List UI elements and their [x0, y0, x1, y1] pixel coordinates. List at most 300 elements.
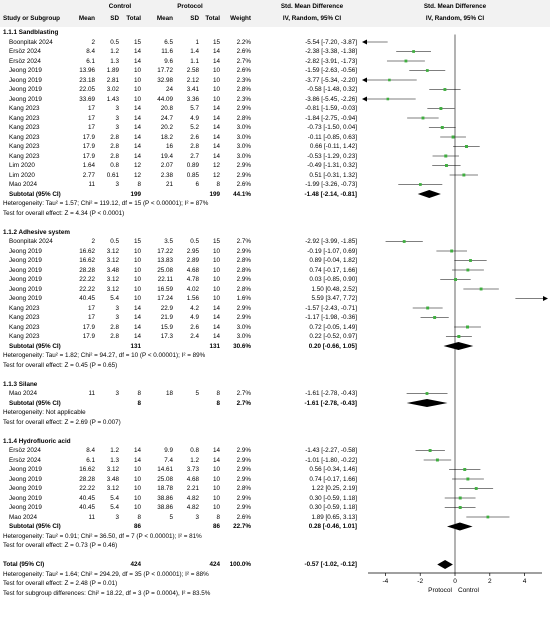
study-weight: 2.6%	[236, 48, 251, 55]
protocol-total: 15	[212, 238, 220, 245]
study-point	[403, 240, 406, 243]
study-ci: 1.50 [0.48, 2.52]	[311, 285, 357, 293]
study-point	[388, 79, 391, 82]
control-sd: 1.89	[106, 67, 119, 74]
study-point	[443, 88, 446, 91]
protocol-sd: 0.89	[186, 162, 199, 169]
study-name: Kang 2023	[9, 304, 40, 312]
study-ci: -1.01 [-1.80, -0.22]	[305, 456, 357, 464]
protocol-mean: 22.9	[160, 304, 173, 312]
control-total: 10	[133, 504, 141, 511]
control-sd: 2.8	[110, 323, 119, 331]
control-mean: 1.64	[82, 162, 95, 169]
ci-arrow-right	[543, 296, 548, 301]
control-total: 14	[133, 143, 141, 150]
control-total: 14	[133, 152, 141, 160]
protocol-sd: 1	[195, 38, 199, 46]
control-mean: 2.77	[82, 171, 95, 179]
study-ci: 0.03 [-0.85, 0.90]	[309, 276, 357, 283]
study-name: Ersöz 2024	[9, 447, 41, 454]
control-sd: 1.3	[110, 57, 119, 65]
control-mean: 11	[88, 390, 95, 397]
study-name: Jeong 2019	[9, 86, 42, 93]
control-sd: 0.5	[110, 38, 119, 46]
control-mean: 6.1	[86, 57, 95, 65]
protocol-mean: 7.4	[164, 456, 173, 464]
protocol-total: 10	[212, 494, 220, 502]
control-mean: 40.45	[79, 295, 95, 302]
stat-note: Heterogeneity: Tau² = 0.91; Chi² = 36.50, df = 7 (P < 0.00001); I² = 81%	[3, 532, 202, 540]
study-point	[405, 60, 408, 63]
control-sd: 3.12	[106, 247, 119, 255]
total-label: Total (95% CI)	[3, 561, 45, 568]
protocol-mean: 20.8	[160, 105, 173, 112]
study-name: Jeong 2019	[9, 257, 42, 264]
control-mean: 22.22	[79, 485, 95, 492]
control-total: 14	[133, 48, 141, 55]
stat-note: Test for overall effect: Z = 0.45 (P = 0.65)	[3, 361, 118, 369]
study-name: Kang 2023	[9, 143, 40, 150]
control-sd: 2.8	[110, 143, 119, 150]
control-mean: 16.62	[79, 257, 95, 264]
protocol-sd: 5	[195, 390, 199, 397]
study-weight: 2.9%	[236, 466, 251, 473]
study-ci: 0.72 [-0.05, 1.49]	[309, 323, 357, 331]
study-ci: -1.84 [-2.75, -0.94]	[305, 114, 357, 122]
subtotal-protocol-total: 131	[209, 342, 220, 350]
study-ci: 0.74 [-0.17, 1.66]	[309, 266, 357, 274]
protocol-sd: 2.89	[186, 257, 199, 264]
protocol-sd: 4.9	[190, 314, 199, 321]
control-mean: 17.9	[82, 152, 95, 160]
control-mean: 17.9	[82, 333, 95, 340]
study-point	[419, 183, 422, 186]
study-name: Jeong 2019	[9, 494, 42, 502]
protocol-total: 14	[212, 456, 220, 464]
control-sd: 3	[115, 114, 119, 122]
protocol-sd: 5.7	[190, 105, 199, 112]
study-ci: 0.51 [-0.31, 1.32]	[309, 171, 357, 179]
subtotal-control-total: 131	[130, 342, 141, 350]
study-name: Ersöz 2024	[9, 48, 41, 55]
control-total: 15	[133, 38, 141, 46]
study-weight: 2.9%	[236, 171, 251, 179]
control-total: 10	[133, 485, 141, 492]
protocol-total: 10	[212, 466, 220, 473]
study-ci: 0.22 [-0.52, 0.97]	[309, 333, 357, 340]
study-name: Kang 2023	[9, 323, 40, 331]
study-ci: 0.89 [-0.04, 1.82]	[309, 257, 357, 264]
control-total: 14	[133, 456, 141, 464]
protocol-mean: 5	[169, 513, 173, 521]
study-point	[459, 506, 462, 509]
control-mean: 28.28	[79, 475, 95, 483]
study-ci: 0.30 [-0.59, 1.18]	[309, 504, 357, 511]
protocol-total: 10	[212, 276, 220, 283]
subtotal-ci: -1.61 [-2.78, -0.43]	[304, 399, 357, 407]
protocol-mean: 25.08	[157, 475, 173, 483]
control-mean: 16.62	[79, 247, 95, 255]
study-point	[457, 335, 460, 338]
protocol-mean: 13.83	[157, 257, 173, 264]
control-total: 10	[133, 257, 141, 264]
protocol-total: 10	[212, 485, 220, 492]
subtotal-control-total: 199	[130, 190, 141, 198]
subgroup-heading: 1.1.2 Adhesive system	[3, 228, 70, 236]
control-total: 10	[133, 247, 141, 255]
subtotal-weight: 44.1%	[233, 190, 251, 198]
protocol-sd: 4.02	[186, 285, 199, 293]
study-ci: 5.59 [3.47, 7.72]	[311, 295, 357, 302]
control-total: 14	[133, 105, 141, 112]
study-ci: -3.77 [-5.34, -2.20]	[305, 76, 357, 84]
control-mean: 17	[87, 124, 95, 131]
subtotal-weight: 30.6%	[233, 342, 251, 350]
study-name: Jeong 2019	[9, 504, 42, 511]
protocol-total: 8	[216, 513, 220, 521]
protocol-total: 14	[212, 143, 220, 150]
study-weight: 3.0%	[236, 323, 251, 331]
study-weight: 2.6%	[236, 181, 251, 188]
control-sd: 3.12	[106, 485, 119, 492]
protocol-total: 12	[212, 162, 220, 169]
study-weight: 2.7%	[236, 238, 251, 245]
protocol-sd: 6	[195, 181, 199, 188]
study-weight: 2.6%	[236, 513, 251, 521]
study-weight: 3.0%	[236, 143, 251, 150]
study-weight: 2.9%	[236, 456, 251, 464]
protocol-mean: 17.22	[157, 247, 173, 255]
study-ci: -1.99 [-3.26, -0.73]	[305, 181, 357, 188]
control-sd: 2.81	[106, 76, 119, 84]
protocol-total: 10	[212, 504, 220, 511]
protocol-sd: 3	[195, 513, 199, 521]
protocol-total: 10	[212, 67, 220, 74]
study-weight: 2.9%	[236, 504, 251, 511]
study-ci: -1.61 [-2.78, -0.43]	[305, 390, 357, 397]
subtotal-diamond	[444, 342, 474, 350]
x-left-label: Protocol	[428, 587, 452, 594]
study-weight: 1.6%	[236, 295, 251, 302]
study-point	[426, 392, 429, 395]
stat-note: Heterogeneity: Tau² = 1.57; Chi² = 119.12, df = 15 (P < 0.00001); I² = 87%	[3, 200, 209, 207]
header-group2: Protocol	[177, 3, 203, 10]
stat-note: Heterogeneity: Tau² = 1.82; Chi² = 94.27, df = 10 (P < 0.00001); I² = 89%	[3, 352, 206, 359]
study-point	[387, 98, 390, 101]
study-point	[469, 259, 472, 262]
subtotal-ci: 0.20 [-0.66, 1.05]	[308, 342, 357, 350]
subtotal-label: Subtotal (95% CI)	[9, 523, 61, 530]
protocol-mean: 11.6	[161, 48, 173, 55]
study-weight: 2.8%	[236, 114, 251, 122]
study-point	[445, 164, 448, 167]
total-weight: 100.0%	[229, 561, 251, 568]
protocol-sd: 2.21	[186, 485, 199, 492]
study-ci: -0.19 [-1.07, 0.69]	[307, 247, 357, 255]
protocol-mean: 18	[165, 390, 173, 397]
protocol-total: 14	[212, 152, 220, 160]
protocol-total: 14	[212, 48, 220, 55]
control-total: 12	[133, 171, 141, 179]
protocol-mean: 16	[165, 143, 173, 150]
study-name: Kang 2023	[9, 333, 40, 340]
study-name: Jeong 2019	[9, 95, 42, 103]
control-total: 8	[137, 181, 141, 188]
control-total: 14	[133, 314, 141, 321]
ci-arrow-left	[362, 78, 367, 83]
header-group1: Control	[108, 3, 132, 10]
subtotal-weight: 22.7%	[233, 523, 251, 530]
protocol-sd: 2.95	[186, 247, 199, 255]
study-ci: -2.38 [-3.38, -1.38]	[305, 48, 357, 55]
study-point	[433, 316, 436, 319]
control-total: 15	[133, 238, 141, 245]
study-weight: 2.7%	[236, 57, 251, 65]
study-point	[452, 136, 455, 139]
control-mean: 2	[91, 38, 95, 46]
subgroup-heading: 1.1.3 Silane	[3, 380, 38, 388]
protocol-mean: 18.78	[157, 485, 173, 492]
control-mean: 23.18	[79, 76, 95, 84]
protocol-mean: 32.98	[157, 76, 173, 84]
overall-diamond	[437, 560, 453, 569]
control-sd: 5.4	[110, 504, 119, 511]
protocol-sd: 4.82	[186, 504, 199, 511]
study-name: Jeong 2019	[9, 285, 42, 293]
study-point	[475, 487, 478, 490]
control-mean: 11	[88, 513, 95, 521]
protocol-mean: 2.07	[160, 162, 173, 169]
control-sd: 1.2	[110, 48, 119, 55]
header-total1: Total	[126, 15, 141, 22]
forest-plot	[360, 0, 550, 620]
stat-note: Test for overall effect: Z = 4.34 (P < 0.0001)	[3, 209, 125, 217]
total-control-total: 424	[130, 561, 141, 568]
study-ci: -0.11 [-0.85, 0.63]	[307, 133, 357, 141]
control-mean: 22.22	[79, 285, 95, 293]
study-weight: 2.9%	[236, 276, 251, 283]
protocol-mean: 14.61	[157, 466, 173, 473]
study-name: Jeong 2019	[9, 266, 42, 274]
header-sd1: SD	[110, 15, 119, 22]
protocol-mean: 2.38	[160, 171, 173, 179]
study-ci: 0.56 [-0.34, 1.46]	[309, 466, 357, 473]
control-total: 14	[133, 114, 141, 122]
stat-note: Test for overall effect: Z = 2.48 (P = 0.01)	[3, 580, 118, 587]
control-mean: 17	[87, 105, 95, 112]
study-ci: -0.53 [-1.29, 0.23]	[307, 152, 357, 160]
subtotal-diamond	[418, 190, 441, 198]
protocol-total: 10	[212, 266, 220, 274]
study-point	[450, 250, 453, 253]
study-ci: 0.74 [-0.17, 1.66]	[309, 475, 357, 483]
protocol-sd: 4.82	[186, 494, 199, 502]
subtotal-weight: 2.7%	[236, 399, 251, 407]
protocol-mean: 24.7	[160, 114, 173, 122]
control-total: 10	[133, 475, 141, 483]
study-name: Jeong 2019	[9, 247, 42, 255]
study-point	[444, 155, 447, 158]
control-mean: 33.69	[79, 95, 95, 103]
x-tick-label: 0	[453, 578, 457, 585]
study-name: Mao 2024	[9, 513, 38, 521]
control-sd: 3.12	[106, 285, 119, 293]
subtotal-label: Subtotal (95% CI)	[9, 190, 61, 198]
control-total: 14	[133, 447, 141, 454]
study-name: Mao 2024	[9, 181, 38, 188]
study-ci: -3.86 [-5.45, -2.26]	[305, 95, 357, 103]
study-weight: 3.0%	[236, 133, 251, 141]
control-sd: 3.12	[106, 276, 119, 283]
protocol-sd: 4.68	[186, 475, 199, 483]
ci-arrow-left	[362, 97, 367, 102]
plot-header-sub: IV, Random, 95% CI	[425, 15, 485, 22]
control-total: 8	[137, 390, 141, 397]
subtotal-control-total: 86	[133, 523, 141, 530]
control-total: 14	[133, 333, 141, 340]
study-point	[426, 69, 429, 72]
control-sd: 1.2	[110, 447, 119, 454]
study-name: Jeong 2019	[9, 276, 42, 283]
protocol-sd: 1.56	[186, 295, 199, 302]
control-mean: 40.45	[79, 494, 95, 502]
control-mean: 28.28	[79, 266, 95, 274]
control-sd: 1.43	[106, 95, 119, 103]
study-point	[487, 516, 490, 519]
protocol-total: 15	[212, 38, 220, 46]
study-ci: -0.73 [-1.50, 0.04]	[307, 124, 357, 131]
study-point	[462, 174, 465, 177]
protocol-total: 14	[212, 314, 220, 321]
study-ci: -0.81 [-1.59, -0.03]	[305, 105, 357, 112]
control-total: 10	[133, 276, 141, 283]
protocol-sd: 2.7	[190, 152, 199, 160]
study-name: Jeong 2019	[9, 295, 42, 302]
control-total: 10	[133, 67, 141, 74]
study-point	[459, 497, 462, 500]
total-ci: -0.57 [-1.02, -0.12]	[304, 561, 357, 568]
control-mean: 17	[87, 114, 95, 122]
study-weight: 2.9%	[236, 475, 251, 483]
protocol-mean: 24	[165, 86, 173, 93]
study-name: Kang 2023	[9, 114, 40, 122]
study-ci: -1.59 [-2.63, -0.56]	[305, 67, 357, 74]
protocol-sd: 2.6	[190, 323, 199, 331]
protocol-sd: 1.4	[190, 48, 199, 55]
study-name: Kang 2023	[9, 105, 40, 112]
study-name: Kang 2023	[9, 124, 40, 131]
protocol-sd: 0.8	[190, 447, 199, 454]
control-mean: 2	[91, 238, 95, 245]
study-weight: 2.9%	[236, 304, 251, 312]
control-sd: 0.61	[106, 171, 119, 179]
study-weight: 2.9%	[236, 162, 251, 169]
protocol-total: 14	[212, 323, 220, 331]
subtotal-ci: -1.48 [-2.14, -0.81]	[304, 190, 357, 198]
protocol-sd: 1.1	[190, 57, 199, 65]
control-total: 10	[133, 266, 141, 274]
control-sd: 1.3	[110, 456, 119, 464]
protocol-sd: 1.2	[190, 456, 199, 464]
subtotal-diamond	[407, 399, 448, 407]
protocol-total: 10	[212, 475, 220, 483]
protocol-total: 10	[212, 295, 220, 302]
control-total: 10	[133, 86, 141, 93]
control-sd: 2.8	[110, 133, 119, 141]
control-mean: 40.45	[79, 504, 95, 511]
study-point	[429, 449, 432, 452]
control-mean: 22.22	[79, 276, 95, 283]
study-weight: 2.2%	[236, 38, 251, 46]
header-mean2: Mean	[156, 15, 173, 22]
study-name: Mao 2024	[9, 390, 38, 397]
control-mean: 11	[88, 181, 95, 188]
subtotal-ci: 0.28 [-0.46, 1.01]	[308, 523, 357, 530]
control-sd: 3.12	[106, 466, 119, 473]
subtotal-control-total: 8	[137, 399, 141, 407]
control-mean: 8.4	[86, 447, 95, 454]
control-sd: 3	[115, 124, 119, 131]
header-mean1: Mean	[78, 15, 95, 22]
control-mean: 13.96	[79, 67, 95, 74]
protocol-mean: 17.3	[160, 333, 173, 340]
protocol-sd: 2.58	[186, 67, 199, 74]
study-point	[466, 269, 469, 272]
protocol-sd: 4.78	[186, 276, 199, 283]
protocol-total: 14	[212, 304, 220, 312]
protocol-total: 8	[216, 181, 220, 188]
subtotal-label: Subtotal (95% CI)	[9, 399, 61, 407]
subtotal-protocol-total: 199	[209, 190, 220, 198]
protocol-total: 8	[216, 390, 220, 397]
protocol-mean: 15.9	[160, 323, 173, 331]
control-total: 10	[133, 76, 141, 84]
x-tick-label: -2	[417, 578, 424, 585]
control-sd: 3	[115, 513, 119, 521]
study-ci: -2.92 [-3.99, -1.85]	[305, 238, 357, 245]
protocol-sd: 4.2	[190, 304, 199, 312]
protocol-total: 10	[212, 76, 220, 84]
protocol-sd: 5.2	[190, 124, 199, 131]
protocol-total: 14	[212, 124, 220, 131]
control-total: 10	[133, 466, 141, 473]
protocol-total: 14	[212, 105, 220, 112]
control-sd: 3	[115, 181, 119, 188]
protocol-mean: 6.5	[164, 38, 173, 46]
protocol-total: 14	[212, 133, 220, 141]
header-sd2: SD	[190, 15, 199, 22]
header-effect-sub: IV, Random, 95% CI	[282, 15, 342, 22]
x-tick-label: 4	[522, 578, 527, 585]
study-name: Jeong 2019	[9, 466, 42, 473]
study-name: Kang 2023	[9, 152, 40, 160]
protocol-sd: 2.12	[186, 76, 199, 84]
control-mean: 17	[87, 314, 95, 321]
protocol-total: 14	[212, 114, 220, 122]
protocol-mean: 18.2	[160, 133, 173, 141]
study-ci: -2.82 [-3.91, -1.73]	[305, 57, 357, 65]
study-point	[466, 478, 469, 481]
control-sd: 3	[115, 390, 119, 397]
subtotal-protocol-total: 8	[216, 399, 220, 407]
protocol-mean: 25.08	[157, 266, 173, 274]
study-point	[439, 107, 442, 110]
study-point	[422, 117, 425, 120]
control-total: 14	[133, 124, 141, 131]
study-point	[441, 126, 444, 129]
subgroup-heading: 1.1.1 Sandblasting	[3, 29, 59, 36]
protocol-sd: 3.36	[186, 95, 199, 103]
